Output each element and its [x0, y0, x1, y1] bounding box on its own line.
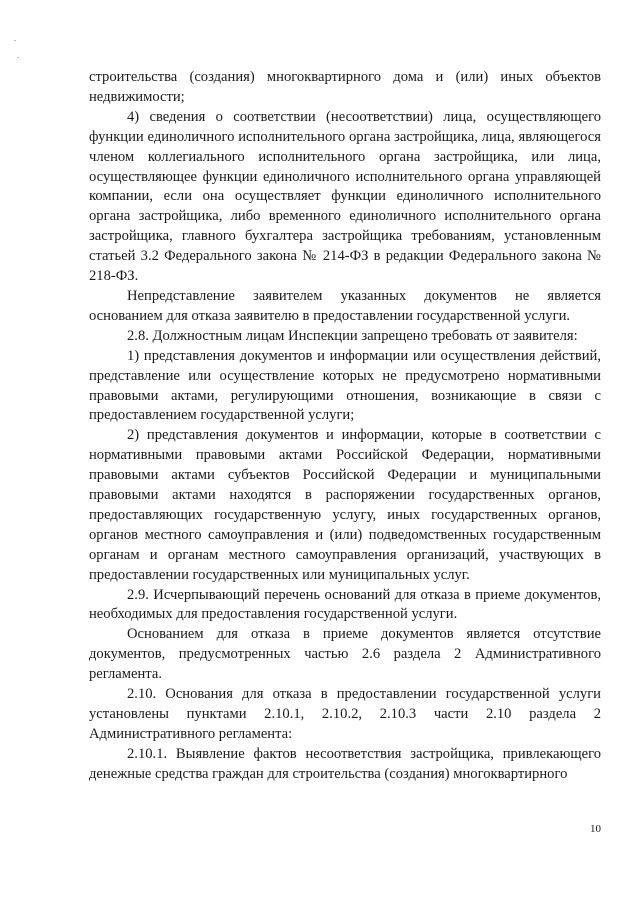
page-number: 10	[590, 823, 601, 835]
paragraph-item-4: 4) сведения о соответствии (несоответствии) лица, осуществляющего функции единоличного исполнительного органа застройщика, лица, являющегося членом коллегиального исполнительного органа застройщика, или лица, осуществляющее функции единоличного исполнительного органа управляющей компании, если она осуществляет функции единоличного исполнительного органа застройщика, либо временного единоличного исполнительного органа застройщика, главного бухгалтера застройщика требованиям, установленным статьей 3.2 Федерального закона № 214-ФЗ в редакции Федерального закона № 218-ФЗ.	[89, 108, 601, 285]
paragraph-refusal-basis: Основанием для отказа в приеме документов является отсутствие документов, предусмотренных частью 2.6 раздела 2 Административного регламента.	[89, 626, 601, 683]
paragraph-2-8-item-2: 2) представления документов и информации, которые в соответствии с нормативными правовыми актами Российской Федерации, нормативными правовыми актами субъектов Российской Федерации и муниципальными правовыми актами находятся в распоряжении государственных органов, предоставляющих государственную услугу, иных государственных органов, органов местного самоуправления и (или) подведомственных государственным органам и органам местного самоуправления организаций, участвующих в предоставлении государственных или муниципальных услуг.	[89, 427, 601, 583]
paragraph-2-10-1: 2.10.1. Выявление фактов несоответствия застройщика, привлекающего денежные средства граждан для строительства (создания) многоквартирного	[89, 745, 601, 782]
paragraph-2-8-item-1: 1) представления документов и информации или осуществления действий, представление или осуществление которых не предусмотрено нормативными правовыми актами, регулирующими отношения, возникающие в связи с предоставлением государственной услуги;	[89, 347, 601, 424]
paragraph-2-10: 2.10. Основания для отказа в предоставлении государственной услуги установлены пунктами 2.10.1, 2.10.2, 2.10.3 части 2.10 раздела 2 Административного регламента:	[89, 686, 601, 742]
scan-speck	[17, 57, 19, 58]
paragraph-2-9: 2.9. Исчерпывающий перечень оснований для отказа в приеме документов, необходимых для предоставления государственной услуги.	[89, 586, 601, 623]
paragraph-2-8: 2.8. Должностным лицам Инспекции запрещено требовать от заявителя:	[127, 327, 578, 344]
document-body	[89, 68, 601, 785]
paragraph-continuation: строительства (создания) многоквартирного дома и (или) иных объектов недвижимости;	[89, 69, 601, 105]
scan-speck	[14, 40, 16, 41]
paragraph-non-submission: Непредставление заявителем указанных документов не является основанием для отказа заявителю в предоставлении государственной услуги.	[89, 287, 601, 324]
